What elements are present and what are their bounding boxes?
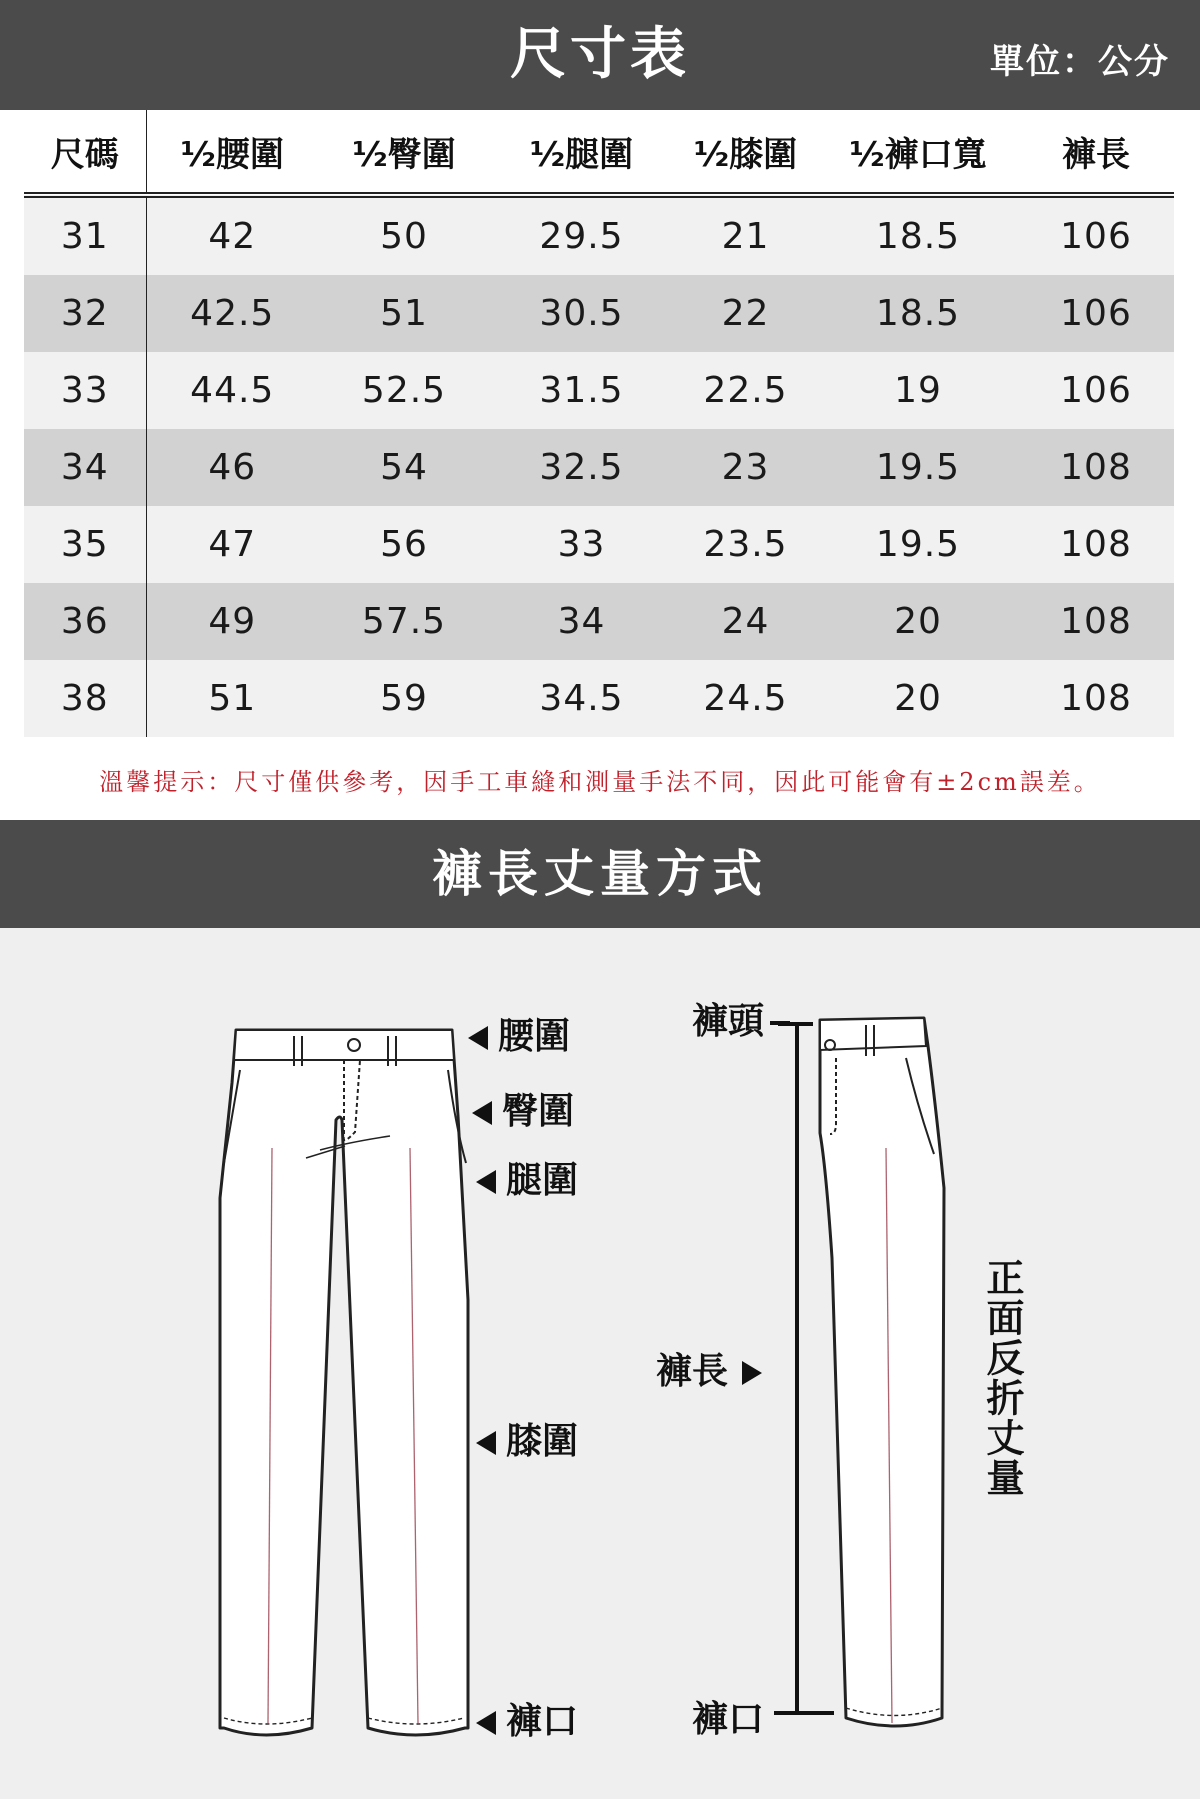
table-cell: 47: [146, 506, 318, 583]
label-hip: 臀圍: [472, 1083, 574, 1134]
left-arrow-icon: [472, 1101, 492, 1125]
column-header-thigh: ½腿圍: [490, 110, 673, 195]
table-cell: 38: [24, 660, 146, 737]
table-cell: 29.5: [490, 195, 673, 275]
table-cell: 106: [1018, 275, 1174, 352]
table-cell: 21: [673, 195, 818, 275]
table-cell: 22.5: [673, 352, 818, 429]
table-cell: 18.5: [818, 195, 1018, 275]
label-thigh: 腿圍: [476, 1152, 578, 1203]
table-cell: 30.5: [490, 275, 673, 352]
section-title: 褲長丈量方式: [432, 845, 768, 903]
table-header-row: [24, 110, 1174, 195]
table-cell: 108: [1018, 583, 1174, 660]
label-waistband: 褲頭: [692, 993, 790, 1044]
left-arrow-icon: [476, 1711, 496, 1735]
table-cell: 24.5: [673, 660, 818, 737]
table-cell: 57.5: [318, 583, 490, 660]
table-cell: 51: [318, 275, 490, 352]
pointer-line: [770, 1021, 790, 1025]
disclaimer-notice: 溫馨提示：尺寸僅供參考，因手工車縫和測量手法不同，因此可能會有±2cm誤差。: [99, 768, 1101, 796]
table-cell: 19.5: [818, 506, 1018, 583]
unit-label: 單位：公分: [990, 42, 1170, 82]
table-cell: 54: [318, 429, 490, 506]
table-cell: 33: [490, 506, 673, 583]
table-cell: 32: [24, 275, 146, 352]
table-cell: 35: [24, 506, 146, 583]
table-cell: 23: [673, 429, 818, 506]
column-header-length: 褲長: [1018, 110, 1174, 195]
table-row: [24, 352, 1174, 429]
table-cell: 23.5: [673, 506, 818, 583]
measurement-section-header: [0, 820, 1200, 928]
table-cell: 52.5: [318, 352, 490, 429]
table-cell: 59: [318, 660, 490, 737]
label-side-hem: 褲口: [692, 1699, 765, 1740]
table-row: [24, 660, 1174, 737]
table-cell: 44.5: [146, 352, 318, 429]
table-cell: 32.5: [490, 429, 673, 506]
table-cell: 51: [146, 660, 318, 737]
table-cell: 42.5: [146, 275, 318, 352]
table-cell: 18.5: [818, 275, 1018, 352]
table-cell: 19.5: [818, 429, 1018, 506]
table-cell: 33: [24, 352, 146, 429]
table-cell: 34: [24, 429, 146, 506]
table-row: [24, 506, 1174, 583]
label-length: 褲長: [656, 1343, 762, 1394]
column-header-size: 尺碼: [24, 110, 146, 195]
table-cell: 22: [673, 275, 818, 352]
column-header-hip: ½臀圍: [318, 110, 490, 195]
table-row: [24, 275, 1174, 352]
table-cell: 42: [146, 195, 318, 275]
label-waist: 腰圍: [468, 1008, 570, 1059]
column-header-knee: ½膝圍: [673, 110, 818, 195]
table-cell: 31.5: [490, 352, 673, 429]
table-cell: 34: [490, 583, 673, 660]
page-title: 尺寸表: [510, 22, 690, 87]
size-table: [24, 110, 1174, 737]
table-cell: 20: [818, 583, 1018, 660]
table-row: [24, 195, 1174, 275]
table-cell: 106: [1018, 352, 1174, 429]
table-cell: 31: [24, 195, 146, 275]
table-cell: 108: [1018, 660, 1174, 737]
table-cell: 36: [24, 583, 146, 660]
table-cell: 24: [673, 583, 818, 660]
table-cell: 106: [1018, 195, 1174, 275]
table-cell: 19: [818, 352, 1018, 429]
size-table-area: [0, 110, 1200, 820]
left-arrow-icon: [468, 1026, 488, 1050]
column-header-waist: ½腰圍: [146, 110, 318, 195]
table-cell: 34.5: [490, 660, 673, 737]
table-cell: 49: [146, 583, 318, 660]
measurement-diagram: [0, 928, 1200, 1799]
size-chart-header: [0, 0, 1200, 110]
table-row: [24, 429, 1174, 506]
table-cell: 108: [1018, 506, 1174, 583]
fold-measure-note: 正面反折丈量: [980, 1258, 1024, 1498]
table-cell: 50: [318, 195, 490, 275]
table-cell: 20: [818, 660, 1018, 737]
label-knee: 膝圍: [476, 1413, 578, 1464]
table-cell: 56: [318, 506, 490, 583]
label-hem: 褲口: [476, 1693, 578, 1744]
left-arrow-icon: [476, 1170, 496, 1194]
column-header-hem-width: ½褲口寬: [818, 110, 1018, 195]
left-arrow-icon: [476, 1431, 496, 1455]
table-row: [24, 583, 1174, 660]
right-arrow-icon: [742, 1361, 762, 1385]
table-cell: 108: [1018, 429, 1174, 506]
table-cell: 46: [146, 429, 318, 506]
